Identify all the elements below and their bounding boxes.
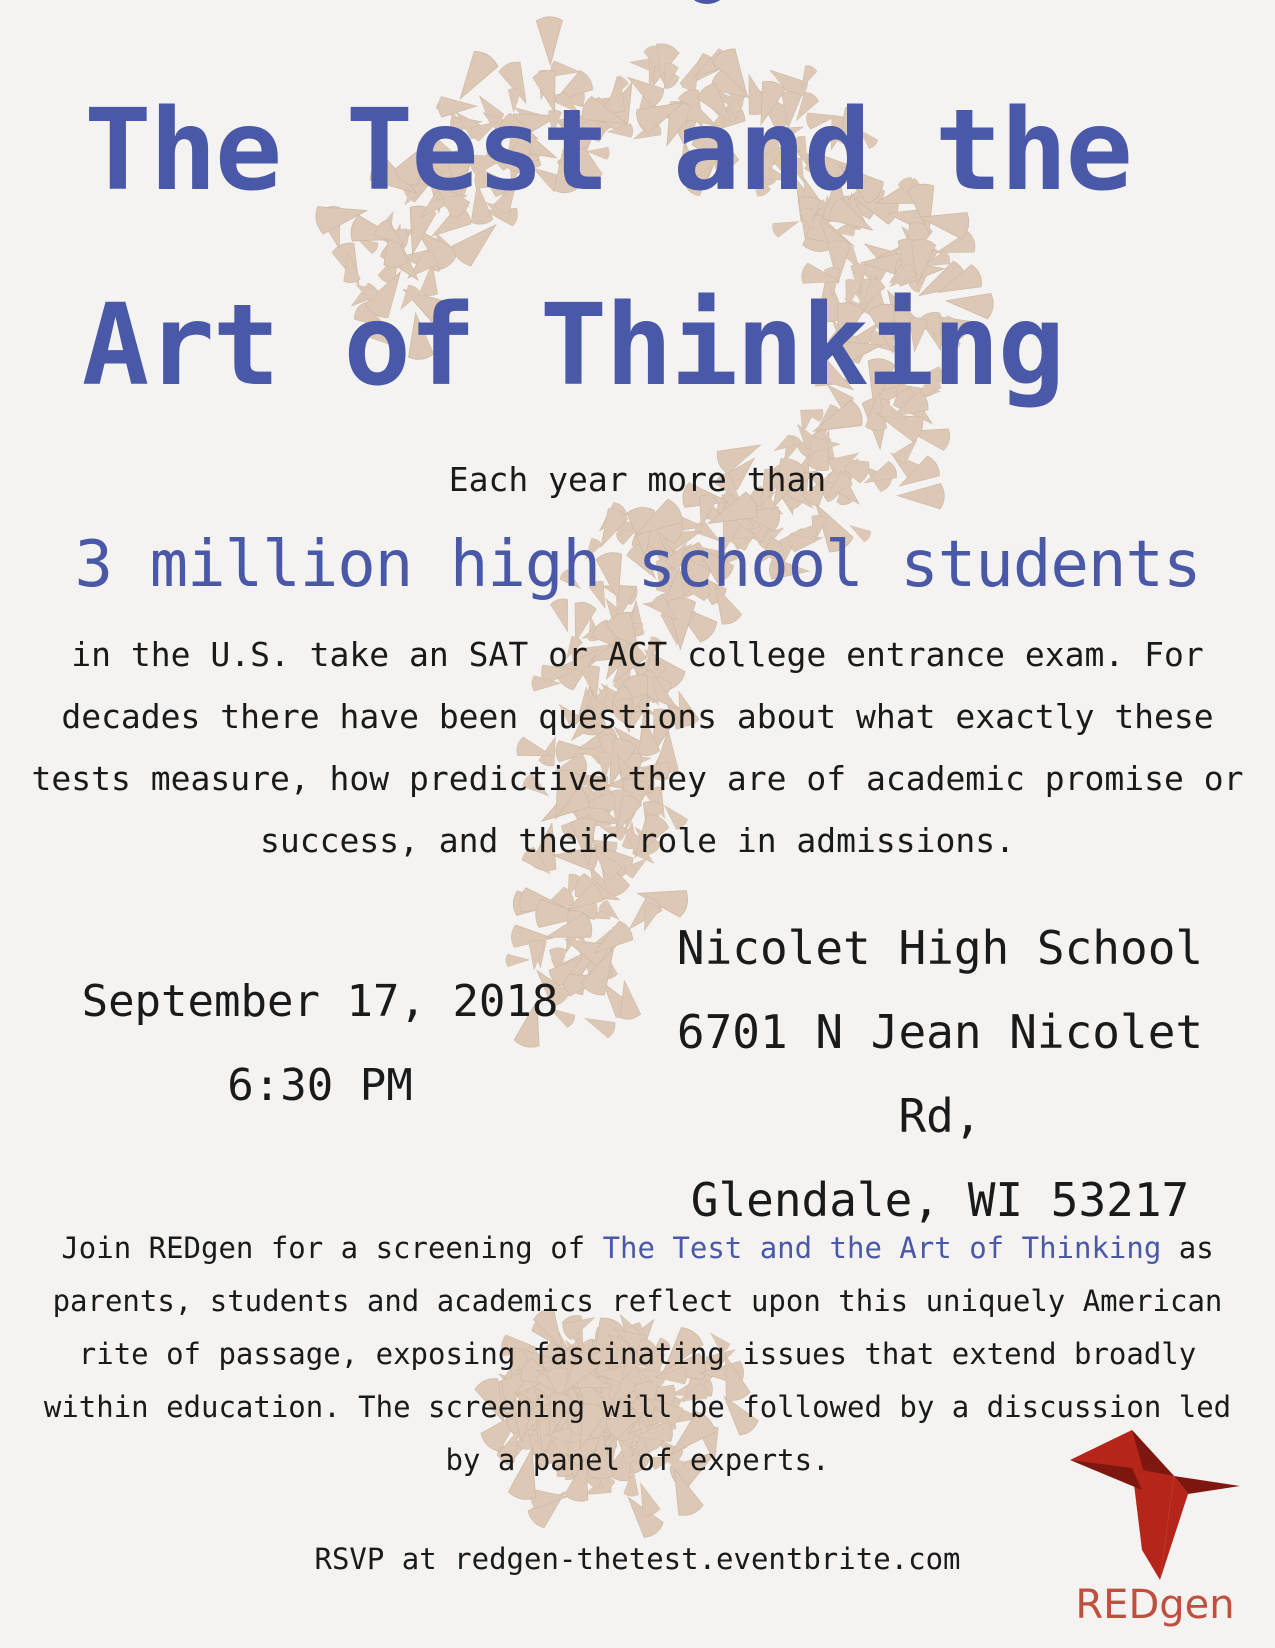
origami-bird-icon [1070,1430,1240,1580]
event-location [625,906,1255,1242]
event-address-line-2: Glendale, WI 53217 [690,1173,1190,1227]
event-datetime [70,960,570,1128]
intro-highlight: 3 million high school students [74,528,1201,602]
top-dot [690,0,724,4]
rsvp-link[interactable]: RSVP at redgen-thetest.eventbrite.com [314,1542,961,1576]
redgen-logo [1060,1430,1250,1645]
intro-lead-in: Each year more than [448,460,827,499]
screening-description [40,1222,1235,1487]
event-date: September 17, 2018 [81,976,559,1027]
title-line-2: Art of Thinking [81,281,1064,411]
description-part-2: as parents, students and academics reflect upon this uniquely American rite of passage, exposing fascinating issues that extend broadly within education. The screening will be followed by a discussion led by a panel of experts. [43,1231,1232,1477]
film-title: The Test and the Art of Thinking [602,1231,1162,1265]
event-address-line-1: 6701 N Jean Nicolet Rd, [676,1005,1204,1143]
logo-wordmark: REDgen [1075,1582,1235,1628]
description-part-1: Join REDgen for a screening of [61,1231,603,1265]
title-line-1: The Test and the [84,86,1131,216]
intro-paragraph: in the U.S. take an SAT or ACT college entrance exam. For decades there have been questions about what exactly these tests measure, how predictive they are of academic promise or success, and their role in admissions. [31,635,1244,860]
event-time: 6:30 PM [227,1060,413,1111]
event-venue: Nicolet High School [676,921,1204,975]
